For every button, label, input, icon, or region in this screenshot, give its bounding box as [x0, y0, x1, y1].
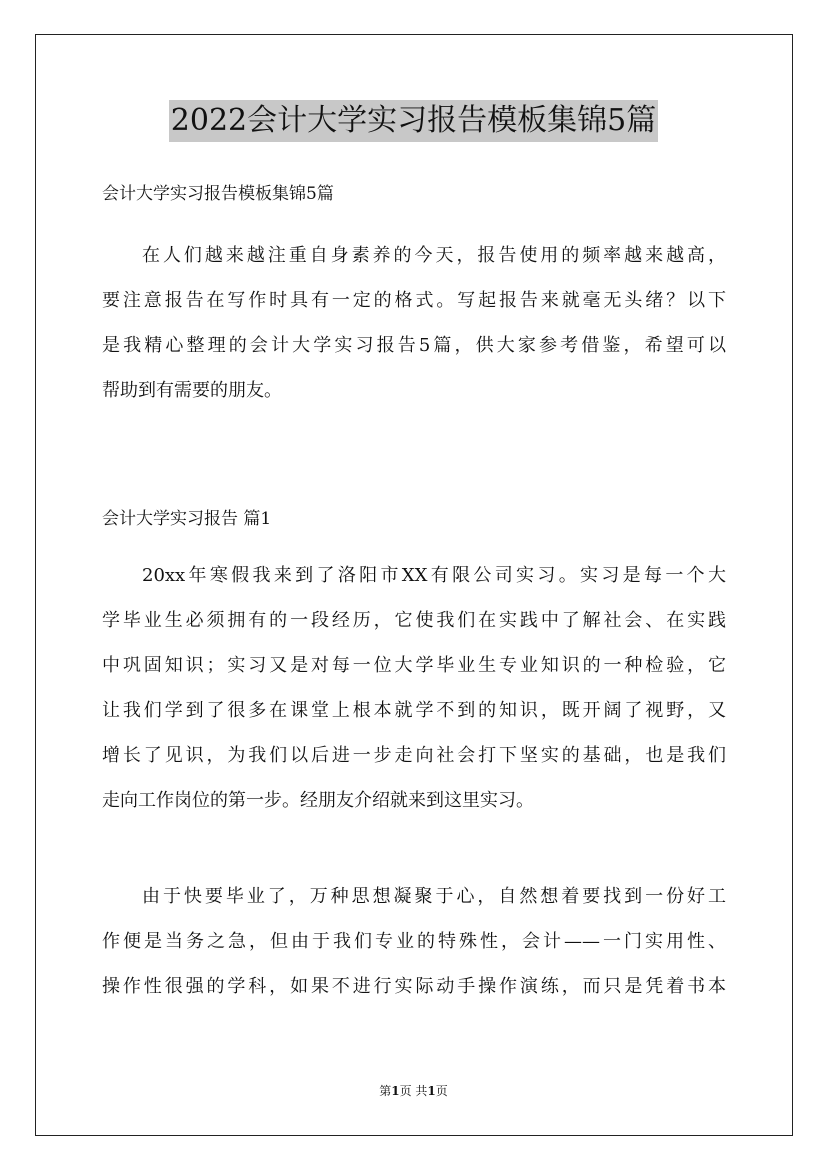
- paragraph-line: 20xx年寒假我来到了洛阳市XX有限公司实习。实习是每一个大: [142, 565, 726, 586]
- intro-line: 是我精心整理的会计大学实习报告5篇，供大家参考借鉴，希望可以: [102, 335, 726, 356]
- paragraph-line: 学毕业生必须拥有的一段经历，它使我们在实践中了解社会、在实践: [102, 610, 726, 631]
- paragraph-line: 操作性很强的学科，如果不进行实际动手操作演练，而只是凭着书本: [102, 976, 726, 997]
- paragraph-line: 让我们学到了很多在课堂上根本就学不到的知识，既开阔了视野，又: [102, 700, 726, 721]
- footer-page-number: 1: [391, 1084, 400, 1098]
- intro-line: 在人们越来越注重自身素养的今天，报告使用的频率越来越高，: [142, 245, 726, 266]
- body-paragraph-1: [102, 553, 726, 823]
- document-title: 2022会计大学实习报告模板集锦5篇: [169, 100, 658, 142]
- page-footer: [0, 1083, 827, 1099]
- footer-prefix: 第: [379, 1084, 392, 1098]
- paragraph-line: 由于快要毕业了，万种思想凝聚于心，自然想着要找到一份好工: [142, 886, 726, 907]
- footer-total-pages: 1: [427, 1084, 436, 1098]
- footer-mid: 页 共: [399, 1084, 428, 1098]
- title-container: [0, 100, 827, 142]
- intro-line: 帮助到有需要的朋友。: [102, 380, 282, 401]
- section-heading: 会计大学实习报告 篇1: [102, 509, 272, 529]
- intro-paragraph: [102, 233, 726, 413]
- paragraph-line: 增长了见识，为我们以后进一步走向社会打下坚实的基础，也是我们: [102, 745, 726, 766]
- footer-suffix: 页: [435, 1084, 448, 1098]
- document-subtitle: 会计大学实习报告模板集锦5篇: [102, 184, 334, 204]
- paragraph-line: 中巩固知识；实习又是对每一位大学毕业生专业知识的一种检验，它: [102, 655, 726, 676]
- paragraph-line: 走向工作岗位的第一步。经朋友介绍就来到这里实习。: [102, 790, 534, 811]
- paragraph-line: 作便是当务之急，但由于我们专业的特殊性，会计——一门实用性、: [102, 931, 726, 952]
- body-paragraph-2: [102, 874, 726, 1009]
- intro-line: 要注意报告在写作时具有一定的格式。写起报告来就毫无头绪？以下: [102, 290, 726, 311]
